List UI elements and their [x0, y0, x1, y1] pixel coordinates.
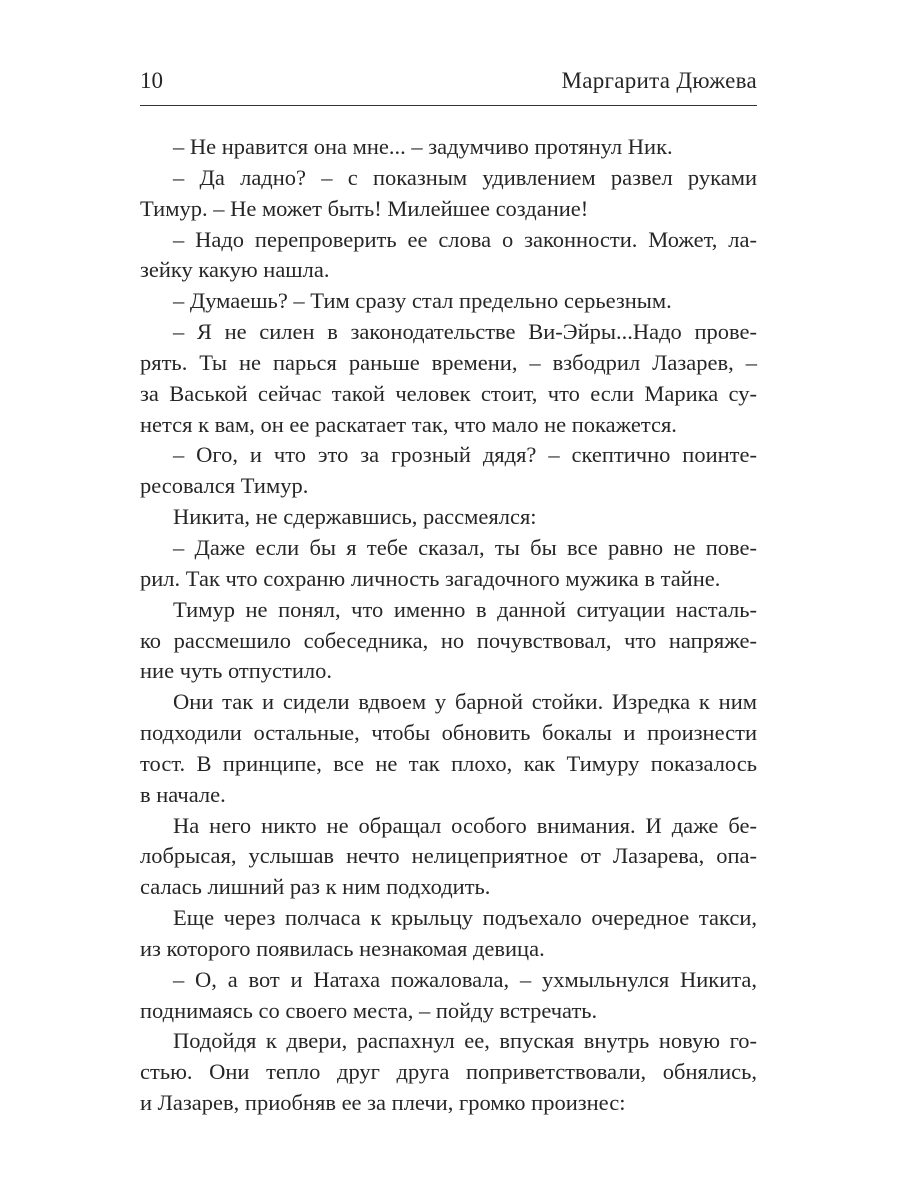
- text-line: – Да ладно? – с показным удивлением развел руками: [173, 164, 757, 190]
- running-header: [140, 68, 757, 98]
- header-rule: [140, 105, 757, 106]
- text-line: Подойдя к двери, распахнул ее, впуская внутрь новую го-: [173, 1028, 757, 1054]
- text-line: – О, а вот и Натаха пожаловала, – ухмыльнулся Никита,: [173, 966, 757, 992]
- text-line: зейку какую нашла.: [140, 257, 330, 283]
- text-line: – Надо перепроверить ее слова о законности. Может, ла-: [173, 226, 757, 252]
- text-line: нется к вам, он ее раскатает так, что мало не покажется.: [140, 411, 677, 437]
- text-line: поднимаясь со своего места, – пойду встречать.: [140, 997, 598, 1023]
- text-line: стью. Они тепло друг друга поприветствовали, обнялись,: [140, 1059, 757, 1085]
- text-line: – Не нравится она мне... – задумчиво протянул Ник.: [173, 134, 673, 159]
- text-line: рил. Так что сохраню личность загадочного мужика в тайне.: [140, 565, 721, 591]
- page-number: 10: [140, 68, 163, 93]
- text-line: – Думаешь? – Тим сразу стал предельно серьезным.: [173, 288, 672, 314]
- text-line: Они так и сидели вдвоем у барной стойки. Изредка к ним: [173, 689, 757, 715]
- text-line: – Я не силен в законодательстве Ви-Эйры...Надо прове-: [173, 319, 757, 345]
- text-line: тост. В принципе, все не так плохо, как Тимуру показалось: [140, 750, 757, 776]
- text-line: Еще через полчаса к крыльцу подъехало очередное такси,: [173, 905, 757, 931]
- text-line: ко рассмешило собеседника, но почувствовал, что напряже-: [140, 627, 757, 653]
- text-line: На него никто не обращал особого внимания. И даже бе-: [173, 812, 757, 838]
- text-line: и Лазарев, приобняв ее за плечи, громко произнес:: [140, 1090, 626, 1116]
- text-line: ние чуть отпустило.: [140, 658, 333, 684]
- text-line: Тимур не понял, что именно в данной ситуации насталь-: [173, 596, 757, 622]
- text-line: за Васькой сейчас такой человек стоит, что если Марика су-: [140, 380, 757, 406]
- text-line: салась лишний раз к ним подходить.: [140, 874, 491, 900]
- text-line: ресовался Тимур.: [140, 473, 309, 499]
- text-line: лобрысая, услышав нечто нелицеприятное от Лазарева, опа-: [140, 843, 757, 869]
- text-line: из которого появилась незнакомая девица.: [140, 935, 545, 961]
- text-line: Тимур. – Не может быть! Милейшее создание!: [140, 195, 589, 221]
- text-line: подходили остальные, чтобы обновить бокалы и произнести: [140, 720, 757, 746]
- text-line: рять. Ты не парься раньше времени, – взбодрил Лазарев, –: [140, 349, 757, 375]
- author-name: Маргарита Дюжева: [561, 68, 757, 93]
- text-line: в начале.: [140, 781, 226, 807]
- text-line: Никита, не сдержавшись, рассмеялся:: [173, 504, 537, 530]
- body-text: [140, 132, 757, 1119]
- text-line: – Ого, и что это за грозный дядя? – скептично поинте-: [173, 442, 757, 468]
- text-line: – Даже если бы я тебе сказал, ты бы все равно не пове-: [173, 534, 757, 560]
